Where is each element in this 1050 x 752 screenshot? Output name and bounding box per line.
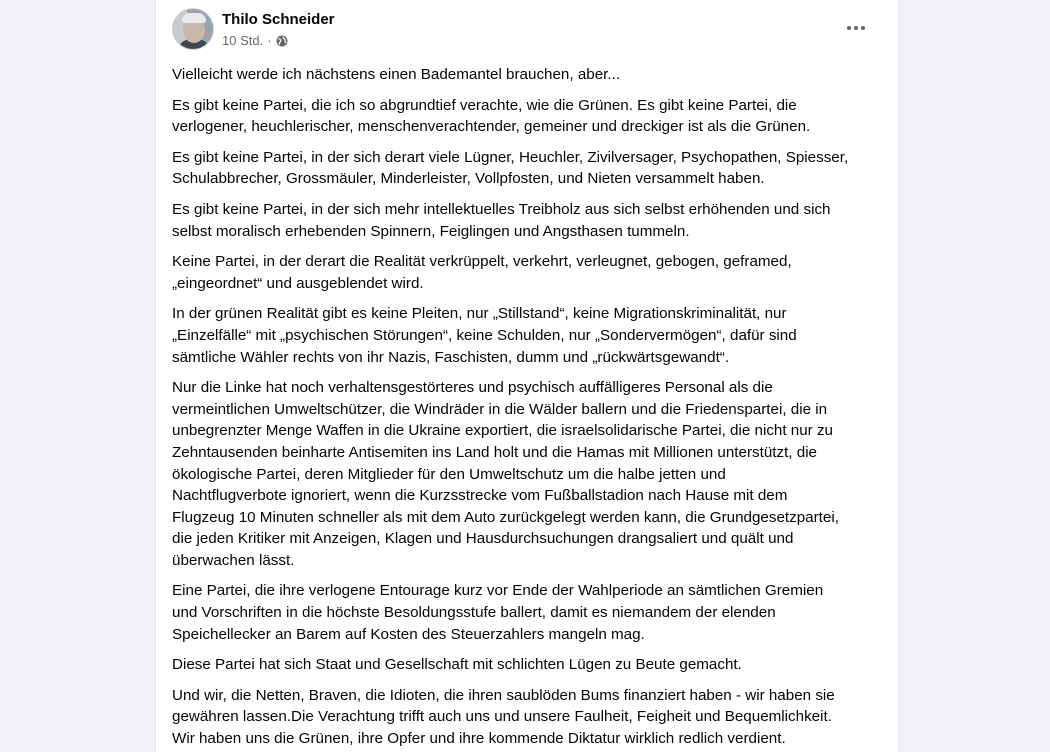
post-paragraph: Vielleicht werde ich nächstens einen Bademantel brauchen, aber... (172, 66, 621, 83)
globe-icon[interactable] (276, 35, 288, 47)
meta-separator: · (267, 33, 272, 48)
post-paragraph: Keine Partei, in der derart die Realität verkrüppelt, verkehrt, verleugnet, gebogen, geframed, „eingeordnet“ und ausgeblendet wird. (172, 253, 792, 292)
post-header (172, 8, 882, 56)
post-paragraph: Es gibt keine Partei, in der sich derart viele Lügner, Heuchler, Zivilversager, Psychopathen, Spiesser, Schulabbrecher, Grossmäuler, Minderleister, Vollpfosten, und Nieten versammelt haben. (172, 148, 849, 188)
post-text (172, 64, 892, 752)
author-avatar[interactable] (172, 8, 214, 50)
post-paragraph: Eine Partei, die ihre verlogene Entourage kurz vor Ende der Wahlperiode an sämtlichen Gremien und Vorschriften in die höchste Besoldungsstufe ballert, damit es niemandem der elenden Speichellecker an Barem auf Kosten des Steuerzahlers mangeln mag. (172, 582, 824, 643)
post-timestamp[interactable]: 10 Std. (222, 33, 264, 48)
post-paragraph: Diese Partei hat sich Staat und Gesellschaft mit schlichten Lügen zu Beute gemacht. (172, 656, 742, 674)
post-paragraph: In der grünen Realität gibt es keine Pleiten, nur „Stillstand“, keine Migrationskriminalität, nur „Einzelfälle“ mit „psychischen Störungen“, keine Schulden, nur „Sondervermögen“, dafür sind sämtliche Wähler rechts von ihr Nazis, Faschisten, dumm und „rückwärtsgewandt“. (172, 305, 797, 366)
post-card (156, 0, 898, 752)
more-options-icon[interactable] (838, 14, 874, 42)
post-paragraph: Es gibt keine Partei, die ich so abgrundtief verachte, wie die Grünen. Es gibt keine Partei, die verlogener, heuchlerischer, menschenverachtender, gemeiner und dreckiger ist als die Grünen. (172, 96, 811, 136)
post-paragraph: Und wir, die Netten, Braven, die Idioten, die ihren saublöden Bums finanziert haben - wir haben sie gewähren lassen.Die Verachtung trifft auch uns und unsere Faulheit, Feigheit und Bequemlichkeit. Wir haben uns die Grünen, ihre Opfer und ihre kommende Diktatur wirklich redlich verdient. (172, 686, 835, 748)
author-name[interactable]: Thilo Schneider (222, 11, 335, 28)
post-paragraph: Nur die Linke hat noch verhaltensgestörteres und psychisch auffälligeres Personal als die vermeintlichen Umweltschützer, die Windräder in die Wälder ballern und die Friedenspartei, die in unbegrenzter Menge Waffen in die Ukraine exportiert, die israelsolidarische Partei, die nicht nur zu Zehntausenden beinharte Antisemiten ins Land holt und die Hamas mit Millionen unterstützt, die ökologische Partei, deren Mitglieder für den Umweltschutz um die halbe jetten und Nachtflugverbote ignoriert, wenn die Kurzsstrecke vom Fußballstadion nach Hause mit dem Flugzeug 10 Minuten schneller als mit dem Auto zurückgelegt werden kann, die Grundgesetzpartei, die jeden Kritiker mit Anzeigen, Klagen und Hausdurchsuchungen drangsaliert und quält und überwachen lässt. (172, 379, 839, 569)
post-paragraph: Es gibt keine Partei, in der sich mehr intellektuelles Treibholz aus sich selbst erhöhenden und sich selbst moralisch erhebenden Spinnern, Feiglingen und Angsthasen tummeln. (172, 200, 831, 240)
post-meta (222, 33, 288, 48)
